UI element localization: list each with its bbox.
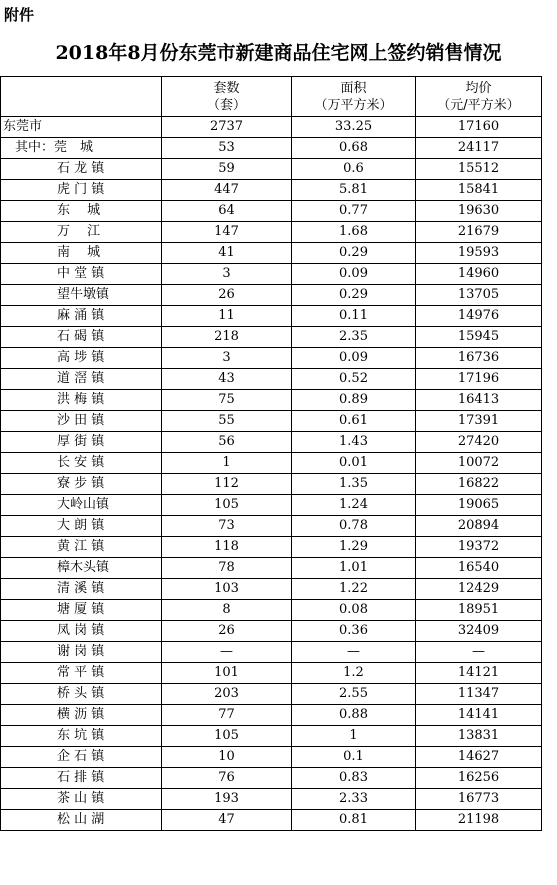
area-cell: 1.22 [292, 579, 416, 600]
units-cell: 3 [162, 348, 292, 369]
table-row [1, 768, 542, 789]
price-cell: 19065 [416, 495, 542, 516]
table-row [1, 810, 542, 831]
units-cell: 112 [162, 474, 292, 495]
region-name-cell: 万 江 [1, 222, 162, 243]
region-name-cell: 麻 涌 镇 [1, 306, 162, 327]
area-cell: 0.1 [292, 747, 416, 768]
page-title: 2018年8月份东莞市新建商品住宅网上签约销售情况 [55, 42, 502, 64]
table-row [1, 285, 542, 306]
area-cell: 0.11 [292, 306, 416, 327]
table-row [1, 579, 542, 600]
region-name-cell: 东 坑 镇 [1, 726, 162, 747]
table-row [1, 642, 542, 663]
units-cell: 218 [162, 327, 292, 348]
table-header [1, 77, 542, 117]
area-cell: 0.29 [292, 285, 416, 306]
area-cell: 2.55 [292, 684, 416, 705]
units-cell: 56 [162, 432, 292, 453]
sales-table [0, 76, 542, 831]
table-row [1, 789, 542, 810]
units-cell: 47 [162, 810, 292, 831]
table-row [1, 411, 542, 432]
price-cell: 24117 [416, 138, 542, 159]
units-cell: 105 [162, 495, 292, 516]
units-cell: 73 [162, 516, 292, 537]
area-cell: 0.89 [292, 390, 416, 411]
table-row [1, 117, 542, 138]
region-name-cell: 南 城 [1, 243, 162, 264]
header-line1: 均价 [465, 80, 492, 96]
table-row [1, 243, 542, 264]
table-row [1, 495, 542, 516]
table-row [1, 180, 542, 201]
region-name-cell: 长 安 镇 [1, 453, 162, 474]
area-cell: 2.35 [292, 327, 416, 348]
price-cell: 15945 [416, 327, 542, 348]
header-line2: （元/平方米） [437, 97, 520, 113]
units-cell: 10 [162, 747, 292, 768]
units-cell: 105 [162, 726, 292, 747]
units-cell: 11 [162, 306, 292, 327]
area-cell: 1 [292, 726, 416, 747]
table-row [1, 537, 542, 558]
area-cell: 0.78 [292, 516, 416, 537]
table-row [1, 747, 542, 768]
region-name-cell: 大岭山镇 [1, 495, 162, 516]
price-cell: 16256 [416, 768, 542, 789]
table-row [1, 264, 542, 285]
price-cell: 13831 [416, 726, 542, 747]
region-name-cell: 松 山 湖 [1, 810, 162, 831]
units-cell: 41 [162, 243, 292, 264]
area-cell: 33.25 [292, 117, 416, 138]
units-cell: 26 [162, 285, 292, 306]
units-cell: 118 [162, 537, 292, 558]
price-cell: 15841 [416, 180, 542, 201]
header-cell-units [162, 77, 292, 117]
region-name-cell: 黄 江 镇 [1, 537, 162, 558]
units-cell: 75 [162, 390, 292, 411]
units-cell: 193 [162, 789, 292, 810]
area-cell: 0.6 [292, 159, 416, 180]
price-cell: 19630 [416, 201, 542, 222]
units-cell: 55 [162, 411, 292, 432]
region-name-cell: 常 平 镇 [1, 663, 162, 684]
area-cell: 0.83 [292, 768, 416, 789]
area-cell: 1.2 [292, 663, 416, 684]
price-cell: 12429 [416, 579, 542, 600]
units-cell: 147 [162, 222, 292, 243]
price-cell: 21679 [416, 222, 542, 243]
table-row [1, 348, 542, 369]
units-cell: 43 [162, 369, 292, 390]
units-cell: 2737 [162, 117, 292, 138]
header-cell-region [1, 77, 162, 117]
units-cell: 53 [162, 138, 292, 159]
area-cell: 0.52 [292, 369, 416, 390]
price-cell: 18951 [416, 600, 542, 621]
area-cell: 0.36 [292, 621, 416, 642]
region-name-cell: 石 碣 镇 [1, 327, 162, 348]
header-line2: （万平方米） [314, 97, 393, 113]
price-cell: 14141 [416, 705, 542, 726]
area-cell: 1.29 [292, 537, 416, 558]
price-cell: 16413 [416, 390, 542, 411]
area-cell: 0.61 [292, 411, 416, 432]
units-cell: 101 [162, 663, 292, 684]
header-line1: 面积 [340, 80, 367, 96]
area-cell: 0.01 [292, 453, 416, 474]
units-cell: 447 [162, 180, 292, 201]
region-name-cell: 清 溪 镇 [1, 579, 162, 600]
area-cell: 0.81 [292, 810, 416, 831]
price-cell: 16822 [416, 474, 542, 495]
table-row [1, 327, 542, 348]
area-cell: 0.09 [292, 264, 416, 285]
table-row [1, 222, 542, 243]
region-name-cell: 樟木头镇 [1, 558, 162, 579]
area-cell: 1.68 [292, 222, 416, 243]
header-line2: （套） [206, 97, 246, 113]
units-cell: 8 [162, 600, 292, 621]
table-row [1, 432, 542, 453]
price-cell: 16736 [416, 348, 542, 369]
units-cell: 1 [162, 453, 292, 474]
table-row [1, 600, 542, 621]
table-row [1, 306, 542, 327]
table-row [1, 684, 542, 705]
table-row [1, 558, 542, 579]
price-cell: 14960 [416, 264, 542, 285]
region-name-cell: 厚 街 镇 [1, 432, 162, 453]
units-cell: 59 [162, 159, 292, 180]
price-cell: 19372 [416, 537, 542, 558]
region-name-cell: 石 排 镇 [1, 768, 162, 789]
units-cell: 26 [162, 621, 292, 642]
region-name-cell: 东 城 [1, 201, 162, 222]
region-name-cell: 东莞市 [1, 117, 162, 138]
header-row [1, 77, 542, 117]
table-row [1, 390, 542, 411]
region-name-cell: 桥 头 镇 [1, 684, 162, 705]
price-cell: 27420 [416, 432, 542, 453]
table-row [1, 621, 542, 642]
table-row [1, 369, 542, 390]
area-cell: 2.33 [292, 789, 416, 810]
table-body [1, 117, 542, 831]
region-name-cell: 高 埗 镇 [1, 348, 162, 369]
area-cell: 1.35 [292, 474, 416, 495]
price-cell: 32409 [416, 621, 542, 642]
region-name-cell: 凤 岗 镇 [1, 621, 162, 642]
units-cell: 77 [162, 705, 292, 726]
region-name-cell: 洪 梅 镇 [1, 390, 162, 411]
units-cell: 64 [162, 201, 292, 222]
units-cell: 203 [162, 684, 292, 705]
area-cell: 1.24 [292, 495, 416, 516]
region-name-cell: 中 堂 镇 [1, 264, 162, 285]
table-row [1, 159, 542, 180]
units-cell: 78 [162, 558, 292, 579]
region-name-cell: 沙 田 镇 [1, 411, 162, 432]
units-cell: — [162, 642, 292, 663]
header-line1: 套数 [213, 80, 240, 96]
price-cell: 14976 [416, 306, 542, 327]
region-name-cell: 望牛墩镇 [1, 285, 162, 306]
table-row [1, 663, 542, 684]
price-cell: 20894 [416, 516, 542, 537]
table-row [1, 138, 542, 159]
price-cell: 14627 [416, 747, 542, 768]
region-name-cell: 石 龙 镇 [1, 159, 162, 180]
region-name-cell: 茶 山 镇 [1, 789, 162, 810]
area-cell: 0.68 [292, 138, 416, 159]
price-cell: 11347 [416, 684, 542, 705]
area-cell: 0.77 [292, 201, 416, 222]
table-row [1, 474, 542, 495]
header-cell-area [292, 77, 416, 117]
price-cell: 13705 [416, 285, 542, 306]
table-row [1, 516, 542, 537]
price-cell: 21198 [416, 810, 542, 831]
price-cell: 10072 [416, 453, 542, 474]
region-name-cell: 谢 岗 镇 [1, 642, 162, 663]
region-name-cell: 企 石 镇 [1, 747, 162, 768]
price-cell: 16773 [416, 789, 542, 810]
units-cell: 103 [162, 579, 292, 600]
region-name-cell: 横 沥 镇 [1, 705, 162, 726]
area-cell: 5.81 [292, 180, 416, 201]
region-name-cell: 道 滘 镇 [1, 369, 162, 390]
area-cell: 0.09 [292, 348, 416, 369]
region-name-cell: 寮 步 镇 [1, 474, 162, 495]
table-row [1, 201, 542, 222]
price-cell: 15512 [416, 159, 542, 180]
area-cell: 0.08 [292, 600, 416, 621]
region-name-cell: 其中：莞 城 [1, 138, 162, 159]
area-cell: 1.01 [292, 558, 416, 579]
price-cell: 14121 [416, 663, 542, 684]
price-cell: — [416, 642, 542, 663]
price-cell: 19593 [416, 243, 542, 264]
units-cell: 76 [162, 768, 292, 789]
table-row [1, 726, 542, 747]
header-cell-price [416, 77, 542, 117]
price-cell: 17160 [416, 117, 542, 138]
region-name-cell: 虎 门 镇 [1, 180, 162, 201]
units-cell: 3 [162, 264, 292, 285]
price-cell: 16540 [416, 558, 542, 579]
area-cell: 1.43 [292, 432, 416, 453]
region-name-cell: 大 朗 镇 [1, 516, 162, 537]
area-cell: 0.29 [292, 243, 416, 264]
table-row [1, 705, 542, 726]
area-cell: 0.88 [292, 705, 416, 726]
table-row [1, 453, 542, 474]
price-cell: 17196 [416, 369, 542, 390]
region-name-cell: 塘 厦 镇 [1, 600, 162, 621]
area-cell: — [292, 642, 416, 663]
price-cell: 17391 [416, 411, 542, 432]
attachment-label: 附件 [4, 6, 35, 24]
